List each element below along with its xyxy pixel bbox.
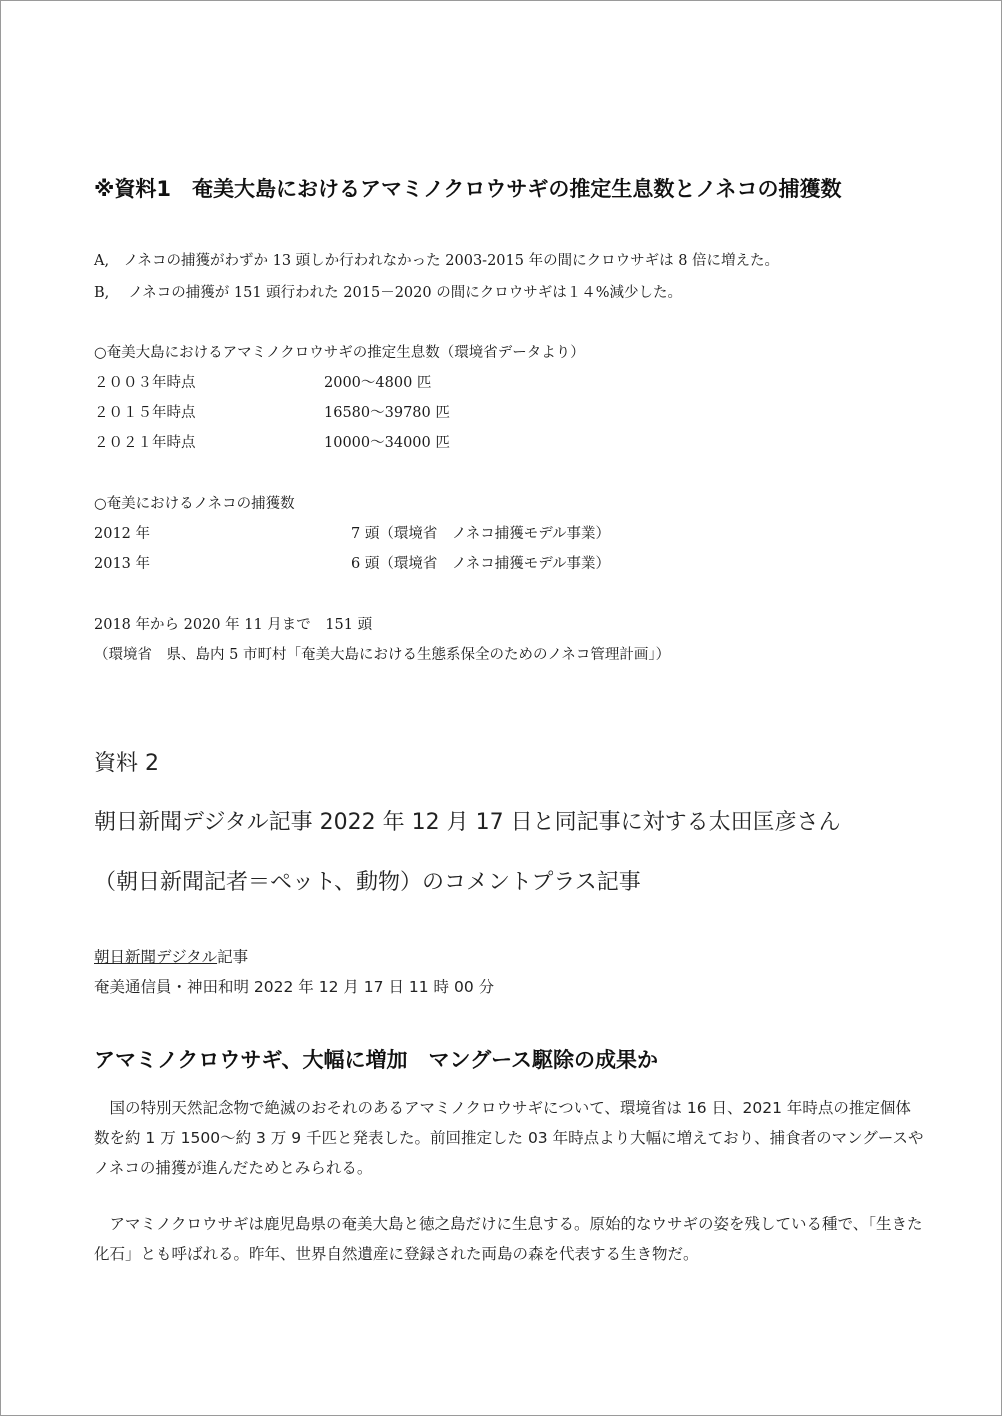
section2-title: 資料 2 (94, 751, 159, 776)
section2-subtitle-2: （朝日新聞記者＝ペット、動物）のコメントプラス記事 (94, 870, 641, 895)
capture-value: 6 頭（環境省 ノネコ捕獲モデル事業） (351, 556, 611, 572)
capture-source: （環境省 県、島内 5 市町村「奄美大島における生態系保全のためのノネコ管理計画」） (94, 647, 671, 663)
article-byline: 奄美通信員・神田和明 2022 年 12 月 17 日 11 時 00 分 (94, 978, 495, 996)
source-link[interactable]: 朝日新聞デジタル (94, 948, 218, 966)
source-suffix: 記事 (217, 948, 249, 966)
capture-period: 2018 年から 2020 年 11 月まで 151 頭 (94, 617, 373, 633)
section1-title: ※資料1 奄美大島におけるアマミノクロウサギの推定生息数とノネコの捕獲数 (94, 177, 842, 201)
article-source (94, 945, 248, 967)
population-year: ２０１５年時点 (94, 405, 196, 421)
population-value: 10000～34000 匹 (324, 435, 450, 451)
population-year: ２００３年時点 (94, 375, 196, 391)
capture-heading: ○奄美におけるノネコの捕獲数 (94, 496, 295, 512)
article-paragraph-2: アマミノクロウサギは鹿児島県の奄美大島と徳之島だけに生息する。原始的なウサギの姿を残している種で、「生きた化石」とも呼ばれる。昨年、世界自然遺産に登録された両島の森を代表する生き物だ。 (94, 1215, 923, 1263)
population-value: 2000～4800 匹 (324, 375, 432, 391)
point-a: A, ノネコの捕獲がわずか 13 頭しか行われなかった 2003-2015 年の間にクロウサギは 8 倍に増えた。 (94, 253, 780, 269)
population-value: 16580～39780 匹 (324, 405, 450, 421)
capture-value: 7 頭（環境省 ノネコ捕獲モデル事業） (351, 526, 611, 542)
population-year: ２０２１年時点 (94, 435, 196, 451)
capture-year: 2013 年 (94, 556, 151, 572)
capture-year: 2012 年 (94, 526, 151, 542)
point-b: B, ノネコの捕獲が 151 頭行われた 2015－2020 の間にクロウサギは１４%減少した。 (94, 285, 682, 301)
population-heading: ○奄美大島におけるアマミノクロウサギの推定生息数（環境省データより） (94, 345, 585, 361)
article-headline: アマミノクロウサギ、大幅に増加 マングース駆除の成果か (94, 1048, 659, 1072)
article-paragraph-1: 国の特別天然記念物で絶滅のおそれのあるアマミノクロウサギについて、環境省は 16 日、2021 年時点の推定個体数を約 1 万 1500～約 3 万 9 千匹と発表した。前回推定した 03 年時点より大幅に増えており、捕食者のマングースやノネコの捕獲が進んだためとみられる。 (94, 1099, 924, 1177)
section2-subtitle-1: 朝日新聞デジタル記事 2022 年 12 月 17 日と同記事に対する太田匡彦さん (94, 810, 841, 835)
